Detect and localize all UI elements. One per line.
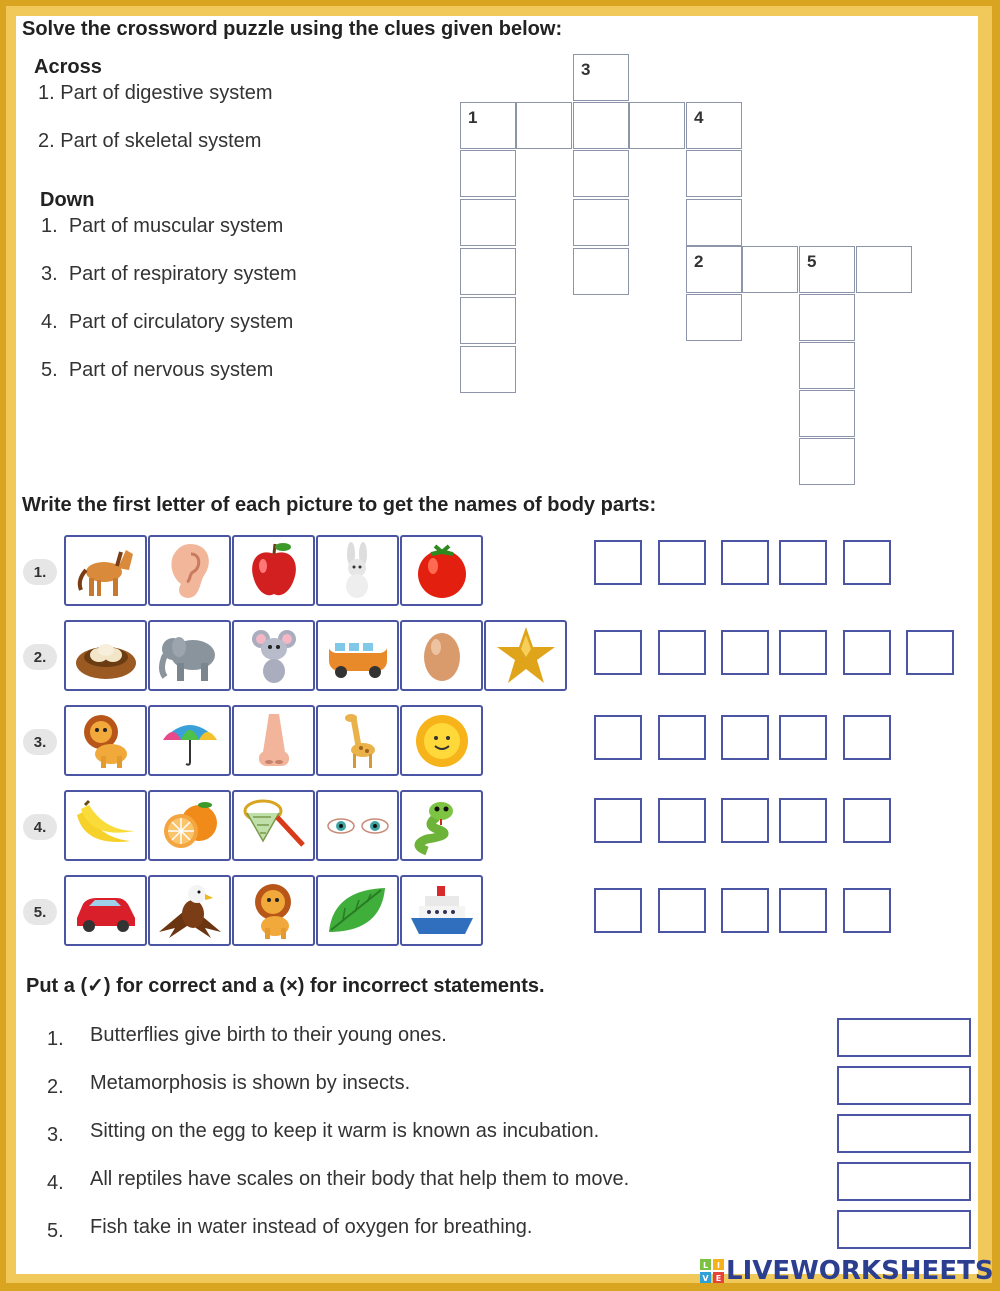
statements-heading: Put a (✓) for correct and a (×) for incorrect statements.: [26, 975, 545, 997]
logo-grid-icon: [700, 1259, 724, 1283]
crossword-cell[interactable]: [799, 246, 855, 293]
leaf-icon: [316, 875, 399, 946]
crossword-cell[interactable]: [460, 248, 516, 295]
cell-number: 1: [468, 108, 478, 127]
crossword-cell[interactable]: [742, 246, 798, 293]
statement-text: Sitting on the egg to keep it warm is known as incubation.: [90, 1120, 600, 1142]
answer-box[interactable]: [779, 715, 827, 760]
answer-box[interactable]: [837, 1018, 971, 1057]
lion-icon: [232, 875, 315, 946]
ear-icon: [148, 535, 231, 606]
statement-number: 5.: [47, 1220, 64, 1242]
answer-box[interactable]: [594, 715, 642, 760]
answer-box[interactable]: [658, 630, 706, 675]
crossword-cell[interactable]: [686, 246, 742, 293]
star-icon: [484, 620, 567, 691]
picture-row-4: [64, 790, 484, 861]
row-number: 4.: [23, 814, 57, 840]
answer-box[interactable]: [721, 798, 769, 843]
clue-text: Part of circulatory system: [68, 311, 294, 333]
pictures-heading: Write the first letter of each picture to get the names of body parts:: [22, 494, 657, 516]
van-icon: [316, 620, 399, 691]
tomato-icon: [400, 535, 483, 606]
crossword-cell[interactable]: [573, 150, 629, 197]
clue-text: Part of nervous system: [68, 359, 274, 381]
clue-number: 3.: [41, 263, 58, 285]
cell-number: 2: [694, 252, 704, 271]
answer-box[interactable]: [843, 540, 891, 585]
answer-box[interactable]: [594, 540, 642, 585]
umbrella-icon: [148, 705, 231, 776]
statement-text: Metamorphosis is shown by insects.: [90, 1072, 411, 1094]
row-number: 5.: [23, 899, 57, 925]
crossword-cell[interactable]: [629, 102, 685, 149]
answer-box[interactable]: [721, 715, 769, 760]
clue-number: 4.: [41, 311, 58, 333]
answer-box[interactable]: [658, 540, 706, 585]
answer-box[interactable]: [779, 798, 827, 843]
sun-icon: [400, 705, 483, 776]
horse-icon: [64, 535, 147, 606]
answer-box[interactable]: [779, 630, 827, 675]
clue-text: Part of skeletal system: [60, 130, 262, 152]
cell-number: 4: [694, 108, 704, 127]
logo-letter: I: [717, 1261, 720, 1270]
elephant-icon: [148, 620, 231, 691]
answer-box[interactable]: [721, 540, 769, 585]
liveworksheets-logo[interactable]: [700, 1256, 994, 1286]
snake-icon: [400, 790, 483, 861]
crossword-heading: Solve the crossword puzzle using the clues given below:: [22, 18, 563, 40]
answer-box[interactable]: [843, 798, 891, 843]
statement-text: Fish take in water instead of oxygen for breathing.: [90, 1216, 533, 1238]
crossword-cell[interactable]: [516, 102, 572, 149]
crossword-cell[interactable]: [573, 102, 629, 149]
eyes-icon: [316, 790, 399, 861]
apple-icon: [232, 535, 315, 606]
across-title: Across: [34, 56, 102, 78]
statement-text: All reptiles have scales on their body that help them to move.: [90, 1168, 630, 1190]
logo-letter: L: [702, 1261, 709, 1270]
crossword-cell[interactable]: [856, 246, 912, 293]
picture-row-5: [64, 875, 484, 946]
picture-row-1: [64, 535, 484, 606]
car-icon: [64, 875, 147, 946]
banana-icon: [64, 790, 147, 861]
statement-text: Butterflies give birth to their young ones.: [90, 1024, 447, 1046]
answer-box[interactable]: [658, 715, 706, 760]
clue-text: Part of respiratory system: [68, 263, 297, 285]
crossword-cell[interactable]: [799, 438, 855, 485]
row-number: 1.: [23, 559, 57, 585]
crossword-cell[interactable]: [460, 199, 516, 246]
crossword-cell[interactable]: [799, 390, 855, 437]
answer-box[interactable]: [779, 540, 827, 585]
eagle-icon: [148, 875, 231, 946]
statement-number: 1.: [47, 1028, 64, 1050]
ship-icon: [400, 875, 483, 946]
clue-number: 1.: [38, 82, 55, 104]
mouse-icon: [232, 620, 315, 691]
answer-box[interactable]: [843, 888, 891, 933]
answer-box[interactable]: [906, 630, 954, 675]
crossword-cell[interactable]: [460, 297, 516, 344]
crossword-cell[interactable]: [686, 199, 742, 246]
answer-box[interactable]: [837, 1210, 971, 1249]
crossword-cell[interactable]: [799, 342, 855, 389]
crossword-cell[interactable]: [460, 150, 516, 197]
clue-text: Part of muscular system: [68, 215, 284, 237]
answer-box[interactable]: [594, 888, 642, 933]
answer-box[interactable]: [658, 888, 706, 933]
net-icon: [232, 790, 315, 861]
nose-icon: [232, 705, 315, 776]
statement-number: 2.: [47, 1076, 64, 1098]
worksheet-page: [16, 16, 978, 1274]
answer-box[interactable]: [843, 630, 891, 675]
egg-icon: [400, 620, 483, 691]
answer-box[interactable]: [594, 630, 642, 675]
crossword-cell[interactable]: [573, 199, 629, 246]
crossword-cell[interactable]: [686, 294, 742, 341]
answer-box[interactable]: [843, 715, 891, 760]
answer-box[interactable]: [721, 888, 769, 933]
across-clue-2: [38, 130, 261, 153]
crossword-cell[interactable]: [460, 346, 516, 393]
picture-row-3: [64, 705, 484, 776]
down-clue-5: [41, 359, 273, 382]
logo-letter: V: [702, 1274, 709, 1283]
clue-text: Part of digestive system: [60, 82, 273, 104]
crossword-cell[interactable]: [686, 150, 742, 197]
cell-number: 5: [807, 252, 817, 271]
logo-text: LIVEWORKSHEETS: [726, 1256, 994, 1286]
crossword-cell[interactable]: [799, 294, 855, 341]
orange-icon: [148, 790, 231, 861]
crossword-cell[interactable]: [573, 248, 629, 295]
answer-box[interactable]: [721, 630, 769, 675]
clue-number: 2.: [38, 130, 55, 152]
giraffe-icon: [316, 705, 399, 776]
row-number: 3.: [23, 729, 57, 755]
answer-box[interactable]: [594, 798, 642, 843]
lion-icon: [64, 705, 147, 776]
rabbit-icon: [316, 535, 399, 606]
crossword-cell[interactable]: [460, 102, 516, 149]
clue-number: 5.: [41, 359, 58, 381]
statement-number: 3.: [47, 1124, 64, 1146]
cell-number: 3: [581, 60, 591, 79]
answer-box[interactable]: [837, 1114, 971, 1153]
down-title: Down: [40, 189, 95, 211]
row-number: 2.: [23, 644, 57, 670]
crossword-cell[interactable]: [686, 102, 742, 149]
logo-letter: E: [715, 1274, 722, 1283]
down-clue-3: [41, 263, 297, 286]
answer-box[interactable]: [779, 888, 827, 933]
statement-number: 4.: [47, 1172, 64, 1194]
picture-row-2: [64, 620, 568, 691]
down-clue-1: [41, 215, 283, 238]
answer-box[interactable]: [837, 1066, 971, 1105]
clue-number: 1.: [41, 215, 58, 237]
answer-box[interactable]: [837, 1162, 971, 1201]
nest-icon: [64, 620, 147, 691]
down-clue-4: [41, 311, 293, 334]
answer-box[interactable]: [658, 798, 706, 843]
across-clue-1: [38, 82, 273, 105]
crossword-cell[interactable]: [573, 54, 629, 101]
